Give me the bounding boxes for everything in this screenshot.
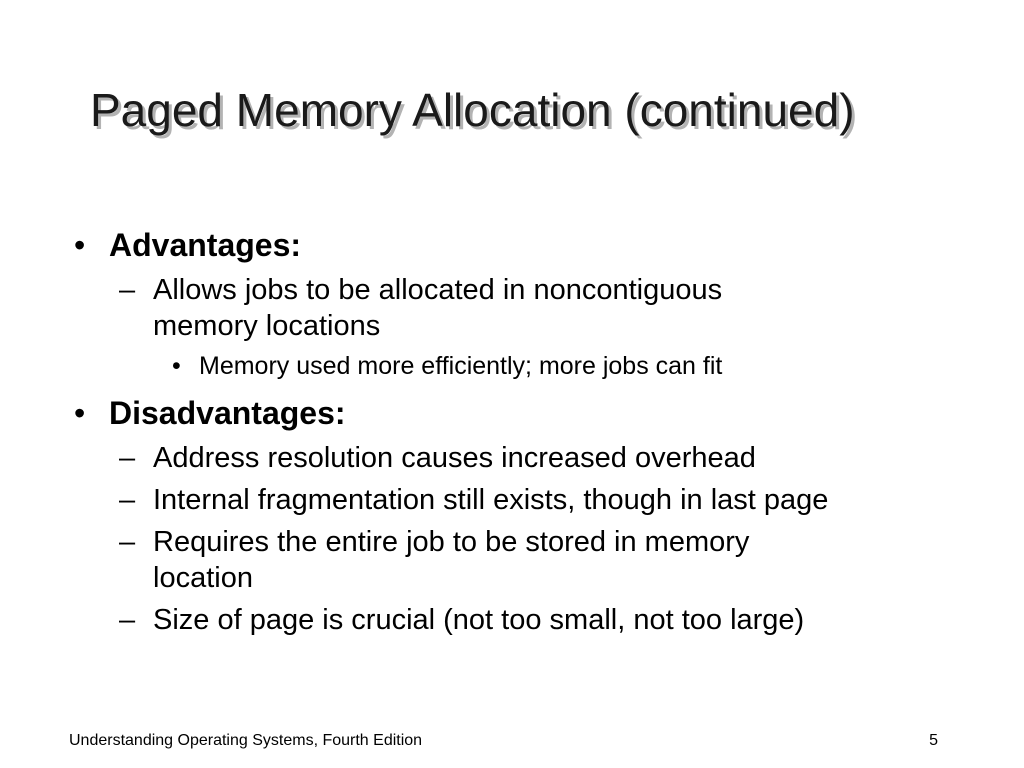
bullet-dot: • [74,395,86,431]
bullet-advantages [0,224,1024,266]
sub-item-line: Size of page is crucial (not too small, not too large) [153,604,805,636]
sub-sub-item-efficiency [0,350,1024,382]
sub-item-line: Internal fragmentation still exists, though in last page [153,484,829,516]
footer-book-title: Understanding Operating Systems, Fourth Edition [69,732,423,749]
sub-item-line: Allows jobs to be allocated in noncontiguous [153,274,723,306]
footer-page-number: 5 [929,732,938,749]
sub-item-noncontiguous [0,272,1024,344]
bullet-dot-small: • [172,352,181,380]
sub-item-address-resolution [0,440,1024,476]
sub-item-line: Address resolution causes increased overhead [153,442,756,474]
sub-item-entire-job [0,524,1024,596]
dash-marker: – [119,526,136,558]
dash-marker: – [119,442,136,474]
bullet-heading-advantages: Advantages: [109,227,302,263]
sub-item-line: memory locations [153,310,381,342]
bullet-dot: • [74,227,86,263]
bullet-disadvantages [0,392,1024,434]
bullet-heading-disadvantages: Disadvantages: [109,395,346,431]
slide-content [0,224,1024,638]
sub-sub-item-text: Memory used more efficiently; more jobs can fit [199,352,723,380]
sub-item-internal-fragmentation [0,482,1024,518]
sub-item-line: location [153,562,253,594]
sub-item-line: Requires the entire job to be stored in memory [153,526,750,558]
dash-marker: – [119,604,136,636]
dash-marker: – [119,484,136,516]
slide-title: Paged Memory Allocation (continued) [90,84,855,136]
dash-marker: – [119,274,136,306]
sub-item-page-size [0,602,1024,638]
